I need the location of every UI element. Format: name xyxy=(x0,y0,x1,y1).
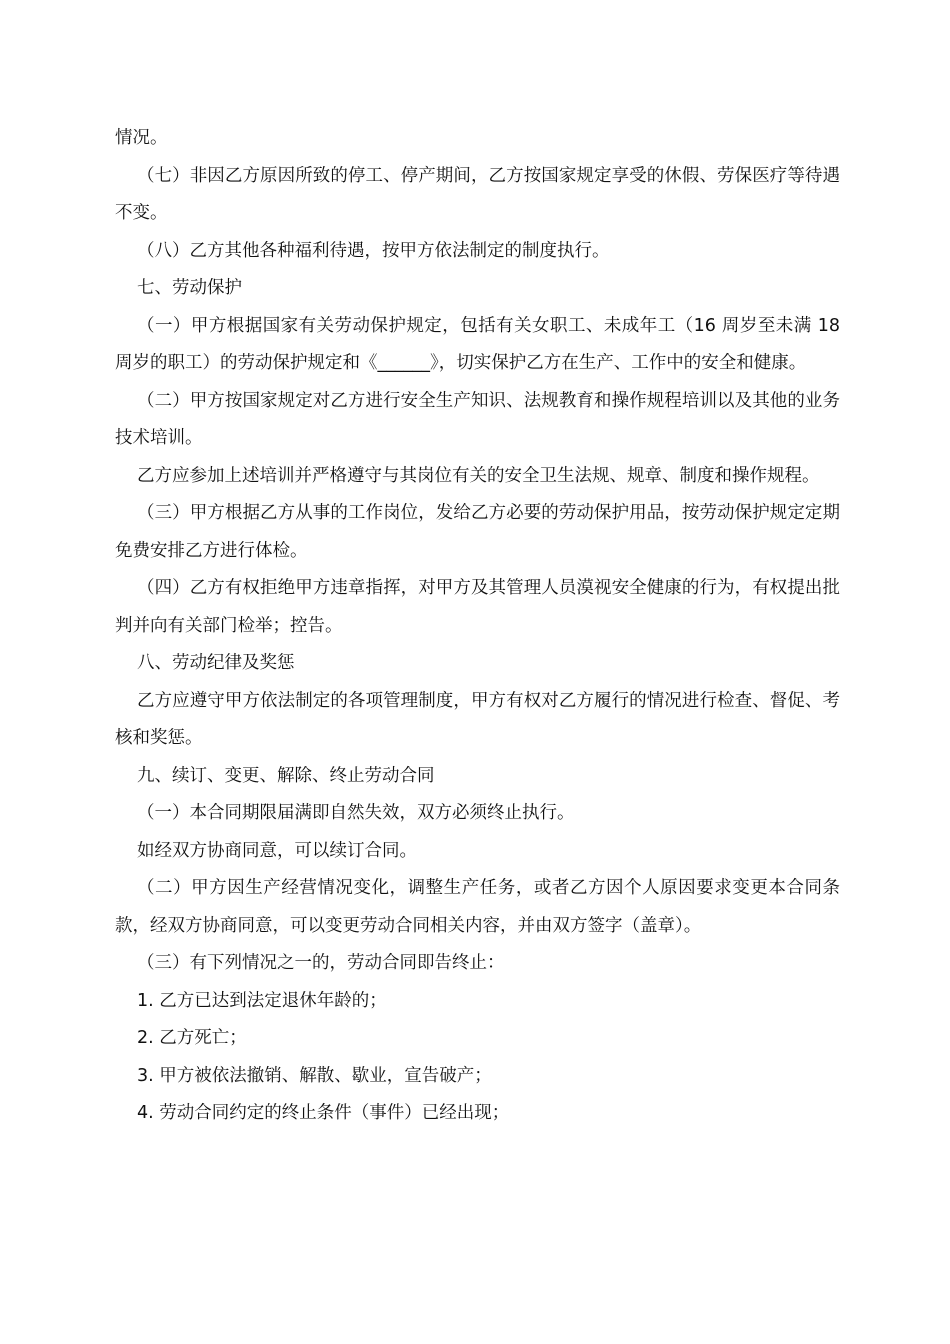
list-item-1: 1. 乙方已达到法定退休年龄的； xyxy=(137,990,387,1011)
section-heading-contract-changes: 九、续订、变更、解除、终止劳动合同 xyxy=(137,765,435,786)
paragraph-6: （二）甲方按国家规定对乙方进行安全生产知识、法规教育和操作规程培训以及其他的业务技术培训。 xyxy=(115,390,840,448)
list-item-3: 3. 甲方被依法撤销、解散、歇业，宣告破产； xyxy=(137,1065,492,1086)
list-item-2: 2. 乙方死亡； xyxy=(137,1028,247,1048)
paragraph-13: （一）本合同期限届满即自然失效，双方必须终止执行。 xyxy=(137,803,575,823)
paragraph-5: （一）甲方根据国家有关劳动保护规定，包括有关女职工、未成年工（16 周岁至未满 18 周岁的职工）的劳动保护规定和《______》，切实保护乙方在生产、工作中的安全和健康。 xyxy=(115,315,846,373)
paragraph-15: （二）甲方因生产经营情况变化，调整生产任务，或者乙方因个人原因要求变更本合同条款，经双方协商同意，可以变更劳动合同相关内容，并由双方签字（盖章）。 xyxy=(115,878,840,936)
paragraph-11: 乙方应遵守甲方依法制定的各项管理制度，甲方有权对乙方履行的情况进行检查、督促、考核和奖惩。 xyxy=(115,690,840,748)
paragraph-14: 如经双方协商同意，可以续订合同。 xyxy=(137,840,417,861)
paragraph-7: 乙方应参加上述培训并严格遵守与其岗位有关的安全卫生法规、规章、制度和操作规程。 xyxy=(137,465,820,486)
paragraph-8: （三）甲方根据乙方从事的工作岗位，发给乙方必要的劳动保护用品，按劳动保护规定定期免费安排乙方进行体检。 xyxy=(115,503,840,561)
paragraph-16: （三）有下列情况之一的，劳动合同即告终止： xyxy=(137,953,505,973)
paragraph-1: 情况。 xyxy=(115,128,168,148)
document-body xyxy=(115,120,846,1133)
section-heading-discipline: 八、劳动纪律及奖惩 xyxy=(137,653,295,673)
paragraph-3: （八）乙方其他各种福利待遇，按甲方依法制定的制度执行。 xyxy=(137,240,610,261)
section-heading-labor-protection: 七、劳动保护 xyxy=(137,278,242,298)
paragraph-9: （四）乙方有权拒绝甲方违章指挥，对甲方及其管理人员漠视安全健康的行为，有权提出批判并向有关部门检举；控告。 xyxy=(115,578,840,636)
list-item-4: 4. 劳动合同约定的终止条件（事件）已经出现； xyxy=(137,1103,510,1123)
paragraph-2: （七）非因乙方原因所致的停工、停产期间，乙方按国家规定享受的休假、劳保医疗等待遇不变。 xyxy=(115,165,840,223)
